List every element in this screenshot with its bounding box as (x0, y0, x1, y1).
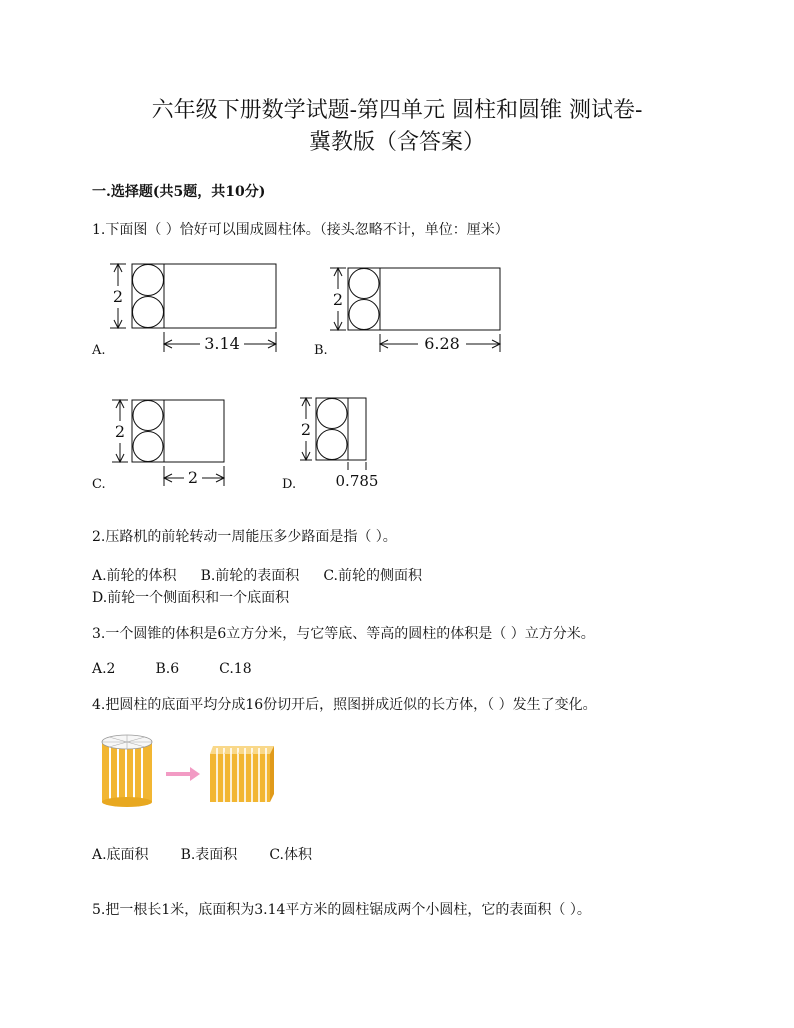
question-2-option-d[interactable]: D.前轮一个侧面积和一个底面积 (92, 590, 290, 606)
figure-d-rect (316, 398, 366, 460)
figure-b-circle-bottom (349, 300, 379, 330)
page-title-line2: 冀教版（含答案） (308, 130, 485, 155)
question-5-text: 5.把一根长1米，底面积为3.14平方米的圆柱锯成两个小圆柱，它的表面积（ ）。 (92, 902, 591, 918)
figure-d-width-label: 0.785 (335, 472, 379, 490)
figure-d-circle-top (317, 399, 347, 429)
figure-d (292, 392, 392, 492)
figure-a-letter: A. (92, 343, 106, 358)
question-2-options-row2 (92, 587, 313, 607)
figure-a-circle-top (133, 265, 164, 296)
question-1-text: 1.下面图（ ）恰好可以围成圆柱体。（接头忽略不计，单位：厘米） (92, 222, 509, 238)
transform-arrow (166, 767, 200, 781)
figure-b-width-label: 6.28 (424, 334, 460, 353)
question-3-option-c[interactable]: C.18 (219, 661, 252, 677)
question-4-option-b[interactable]: B.表面积 (180, 847, 238, 863)
question-3-option-a[interactable]: A.2 (92, 661, 116, 677)
page-title-line1: 六年级下册数学试题-第四单元 圆柱和圆锥 测试卷- (151, 98, 643, 123)
figure-c-height-label: 2 (114, 422, 126, 441)
figure-c-letter: C. (92, 477, 106, 492)
figure-a-rect (132, 264, 276, 328)
figure-a-height-label: 2 (112, 287, 124, 306)
question-4-text: 4.把圆柱的底面平均分成16份切开后，照图拼成近似的长方体，（ ）发生了变化。 (92, 697, 597, 713)
question-2-option-c[interactable]: C.前轮的侧面积 (323, 568, 422, 584)
figure-c (92, 394, 242, 494)
figure-b-letter: B. (314, 343, 328, 358)
question-4-option-c[interactable]: C.体积 (269, 847, 312, 863)
figure-c-circle-bottom (133, 432, 163, 462)
question-3-option-b[interactable]: B.6 (155, 661, 180, 677)
section-heading: 一.选择题(共5题，共10分) (92, 184, 266, 200)
figure-c-rect (132, 400, 224, 462)
question-4-options (92, 844, 336, 864)
question-2-option-b[interactable]: B.前轮的表面积 (200, 568, 300, 584)
figure-b-height-label: 2 (332, 290, 344, 309)
question-4-illustration (96, 732, 286, 810)
figure-c-width-label: 2 (187, 468, 199, 487)
cylinder-image (102, 735, 152, 807)
figure-d-letter: D. (282, 477, 297, 492)
figure-a-circle-bottom (133, 297, 164, 328)
figure-b-rect (348, 268, 500, 330)
figure-d-height-label: 2 (300, 420, 312, 439)
question-2-options-row1 (92, 565, 446, 585)
question-3-text: 3.一个圆锥的体积是6立方分米，与它等底、等高的圆柱的体积是（ ）立方分米。 (92, 626, 595, 642)
figure-d-circle-bottom (317, 430, 347, 460)
question-2-text: 2.压路机的前轮转动一周能压多少路面是指（ ）。 (92, 529, 397, 545)
question-2-option-a[interactable]: A.前轮的体积 (92, 568, 177, 584)
question-4-option-a[interactable]: A.底面积 (92, 847, 149, 863)
question-3-options (92, 661, 276, 677)
figure-b (314, 262, 514, 358)
figure-c-circle-top (133, 401, 163, 431)
figure-a-width-label: 3.14 (204, 334, 240, 353)
prism-image (210, 746, 274, 802)
figure-a (92, 258, 292, 358)
figure-b-circle-top (349, 269, 379, 299)
